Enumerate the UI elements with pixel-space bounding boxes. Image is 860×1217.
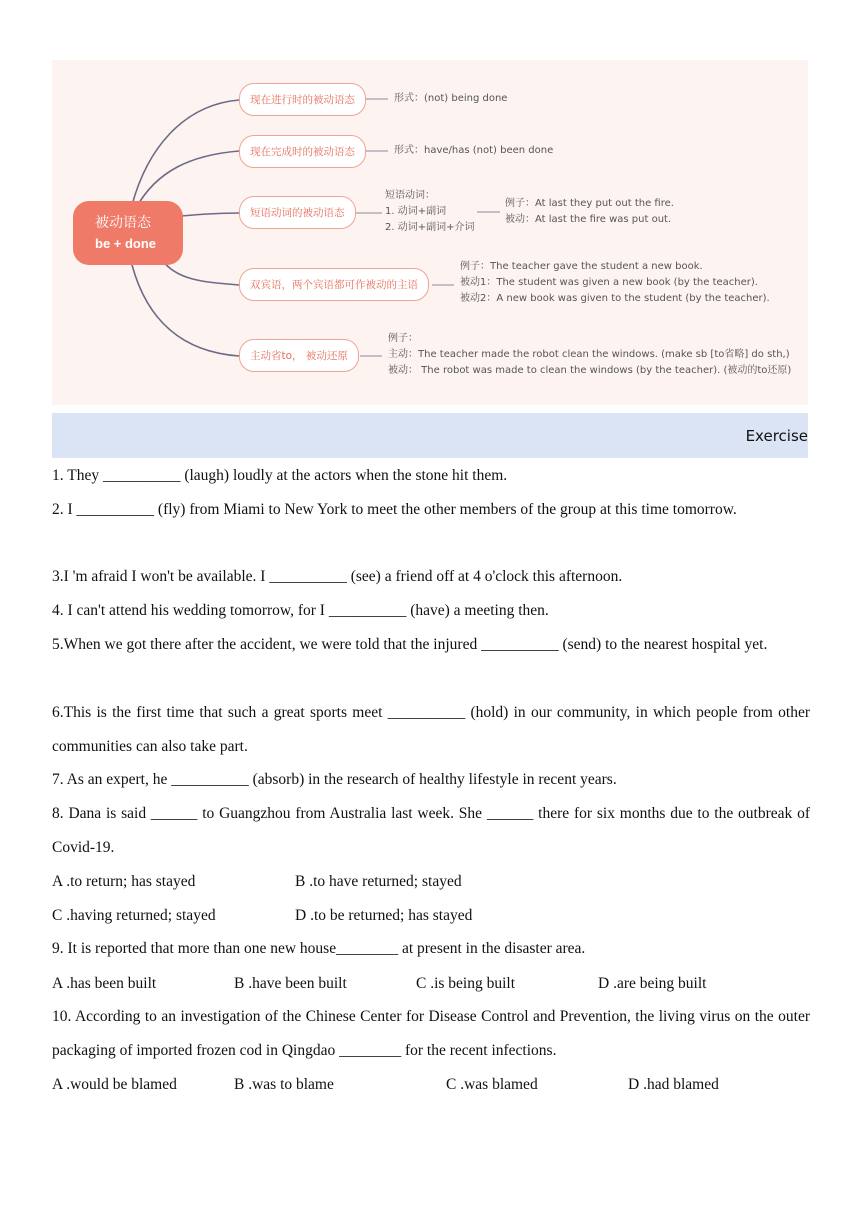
branch-4-note-3: 被动2：A new book was given to the student (by the teacher). (460, 293, 770, 304)
question-3: 3.I 'm afraid I won't be available. I __________ (see) a friend off at 4 o'clock this afternoon. (52, 568, 623, 585)
q8-option-c: C .having returned; stayed (52, 907, 216, 924)
branch-1-form: 形式：(not) being done (394, 93, 508, 104)
q8-option-b: B .to have returned; stayed (295, 873, 462, 890)
root-node (73, 201, 183, 265)
question-7: 7. As an expert, he __________ (absorb) in the research of healthy lifestyle in recent years. (52, 771, 617, 788)
branch-5-note-3: 被动： The robot was made to clean the windows (by the teacher). (被动的to还原) (388, 365, 792, 376)
q8-option-d: D .to be returned; has stayed (295, 907, 473, 924)
q9-option-a: A .has been built (52, 975, 157, 992)
branch-3-note-2: 1. 动词+副词 (385, 206, 447, 217)
branch-5-note-1: 例子： (388, 333, 418, 344)
q10-option-b: B .was to blame (234, 1076, 334, 1093)
question-8: 8. Dana is said ______ to Guangzhou from Australia last week. She ______ there for six months due to the outbreak of Covid-19. (52, 805, 810, 856)
branch-3-example-1: 例子：At last they put out the fire. (505, 198, 674, 209)
question-9: 9. It is reported that more than one new house________ at present in the disaster area. (52, 940, 586, 957)
branch-3-note-1: 短语动词： (385, 190, 435, 201)
q10-option-c: C .was blamed (446, 1076, 538, 1093)
q8-option-a: A .to return; has stayed (52, 873, 196, 890)
branch-3-example-2: 被动：At last the fire was put out. (505, 214, 672, 225)
question-4: 4. I can't attend his wedding tomorrow, for I __________ (have) a meeting then. (52, 602, 549, 619)
question-1: 1. They __________ (laugh) loudly at the actors when the stone hit them. (52, 467, 508, 484)
root-title: 被动语态 (95, 214, 151, 230)
exercise-header (52, 413, 808, 458)
q9-option-d: D .are being built (598, 975, 707, 992)
branch-5-note-2: 主动：The teacher made the robot clean the windows. (make sb [to省略] do sth,) (388, 349, 790, 360)
q10-option-d: D .had blamed (628, 1076, 719, 1093)
branch-4-note-2: 被动1：The student was given a new book (by the teacher). (460, 277, 758, 288)
q10-option-a: A .would be blamed (52, 1076, 177, 1093)
q9-option-b: B .have been built (234, 975, 347, 992)
mind-map (52, 60, 808, 405)
branch-phrasal-verb: 短语动词的被动语态 (239, 196, 356, 229)
question-5: 5.When we got there after the accident, we were told that the injured __________ (send) to the nearest hospital yet. (52, 636, 768, 653)
branch-present-continuous: 现在进行时的被动语态 (239, 83, 366, 116)
branch-3-note-3: 2. 动词+副词+介词 (385, 222, 475, 233)
branch-present-perfect: 现在完成时的被动语态 (239, 135, 366, 168)
branch-to-restored: 主动省to， 被动还原 (239, 339, 359, 372)
question-6: 6.This is the first time that such a great sports meet __________ (hold) in our community, in which people from other communities can also take part. (52, 704, 810, 755)
branch-2-form: 形式：have/has (not) been done (394, 145, 554, 156)
root-subtitle: be + done (95, 236, 157, 251)
branch-4-note-1: 例子：The teacher gave the student a new book. (460, 261, 703, 272)
branch-double-object: 双宾语，两个宾语都可作被动的主语 (239, 268, 429, 301)
exercise-title: Exercise (745, 427, 808, 445)
q9-option-c: C .is being built (416, 975, 516, 992)
question-2: 2. I __________ (fly) from Miami to New York to meet the other members of the group at this time tomorrow. (52, 501, 737, 518)
question-10: 10. According to an investigation of the Chinese Center for Disease Control and Prevention, the living virus on the outer packaging of imported frozen cod in Qingdao ________ for the recent infections. (52, 1008, 810, 1059)
